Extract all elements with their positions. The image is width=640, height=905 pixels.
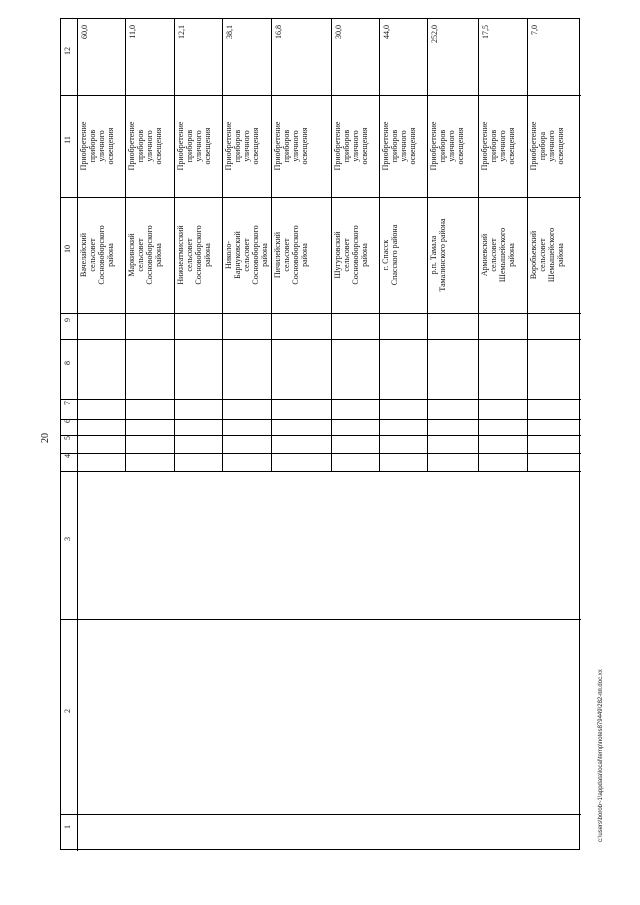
column-divider bbox=[61, 471, 581, 472]
cell-district: Воробьевский сельсовет Шемышейского района bbox=[529, 227, 565, 283]
column-divider bbox=[61, 453, 581, 454]
cell-district: Вачелайский сельсовет Сосновоборского района bbox=[79, 225, 115, 285]
cell-amount: 12,1 bbox=[177, 25, 186, 39]
column-number-3: 3 bbox=[63, 537, 72, 541]
row-divider bbox=[331, 19, 332, 471]
column-number-6: 6 bbox=[63, 419, 72, 423]
cell-district: Армиевский сельсовет Шемышейского района bbox=[480, 227, 516, 283]
column-divider bbox=[61, 197, 581, 198]
column-number-12: 12 bbox=[63, 47, 72, 55]
column-number-8: 8 bbox=[63, 361, 72, 365]
row-divider bbox=[427, 19, 428, 471]
row-divider bbox=[174, 19, 175, 471]
column-number-4: 4 bbox=[63, 454, 72, 458]
column-divider bbox=[61, 435, 581, 436]
cell-district: Шугуровский сельсовет Сосновоборского района bbox=[333, 225, 369, 285]
cell-amount: 7,0 bbox=[530, 25, 539, 35]
cell-district: р.п. Тамала Тамалинского района bbox=[429, 218, 447, 292]
cell-purpose: Приобретение приборов уличного освещения bbox=[273, 121, 309, 171]
column-number-10: 10 bbox=[63, 245, 72, 253]
cell-purpose: Приобретение прибора уличного освещения bbox=[529, 121, 565, 171]
cell-amount: 38,1 bbox=[225, 25, 234, 39]
cell-amount: 252,0 bbox=[430, 25, 439, 43]
column-number-5: 5 bbox=[63, 436, 72, 440]
row-divider bbox=[271, 19, 272, 471]
file-path-footer: c:\users\borob~1\appdata\local\temp\notes879449\282-пп.doc.xx bbox=[598, 669, 604, 842]
row-divider bbox=[527, 19, 528, 471]
cell-purpose: Приобретение приборов уличного освещения bbox=[429, 121, 465, 171]
row-divider bbox=[125, 19, 126, 471]
column-divider bbox=[61, 339, 581, 340]
cell-purpose: Приобретение приборов уличного освещения bbox=[381, 121, 417, 171]
column-number-2: 2 bbox=[63, 708, 72, 713]
column-divider bbox=[61, 95, 581, 96]
column-number-1: 1 bbox=[63, 824, 72, 829]
column-divider bbox=[61, 399, 581, 400]
column-divider bbox=[61, 814, 581, 815]
cell-amount: 16,8 bbox=[274, 25, 283, 39]
cell-amount: 30,0 bbox=[334, 25, 343, 39]
row-divider bbox=[478, 19, 479, 471]
column-number-9: 9 bbox=[63, 318, 72, 322]
cell-amount: 44,0 bbox=[382, 25, 391, 39]
column-divider bbox=[61, 619, 581, 620]
cell-district: г. Спасск Спасского района bbox=[381, 224, 399, 286]
cell-purpose: Приобретение приборов уличного освещения bbox=[333, 121, 369, 171]
column-number-11: 11 bbox=[63, 136, 72, 144]
cell-district: Нижнеатмисский сельсовет Сосновоборского района bbox=[176, 225, 212, 285]
column-number-7: 7 bbox=[63, 401, 72, 405]
cell-amount: 17,5 bbox=[481, 25, 490, 39]
cell-district: Николо- Барнуковский сельсовет Сосновоборского района bbox=[224, 225, 269, 285]
cell-amount: 11,0 bbox=[128, 25, 137, 39]
cell-district: Пичилейский сельсовет Сосновоборского района bbox=[273, 225, 309, 285]
column-divider bbox=[61, 313, 581, 314]
column-divider bbox=[61, 419, 581, 420]
cell-district: Маркинский сельсовет Сосновоборского района bbox=[127, 225, 163, 285]
cell-purpose: Приобретение приборов уличного освещения bbox=[176, 121, 212, 171]
cell-purpose: Приобретение приборов уличного освещения bbox=[79, 121, 115, 171]
row-divider bbox=[222, 19, 223, 471]
cell-purpose: Приобретение приборов уличного освещения bbox=[480, 121, 516, 171]
row-divider bbox=[379, 19, 380, 471]
cell-purpose: Приобретение приборов уличного освещения bbox=[127, 121, 163, 171]
data-table bbox=[60, 18, 580, 850]
cell-purpose: Приобретение приборов уличного освещения bbox=[224, 121, 260, 171]
page-number: 20 bbox=[40, 433, 51, 443]
cell-amount: 60,0 bbox=[80, 25, 89, 39]
